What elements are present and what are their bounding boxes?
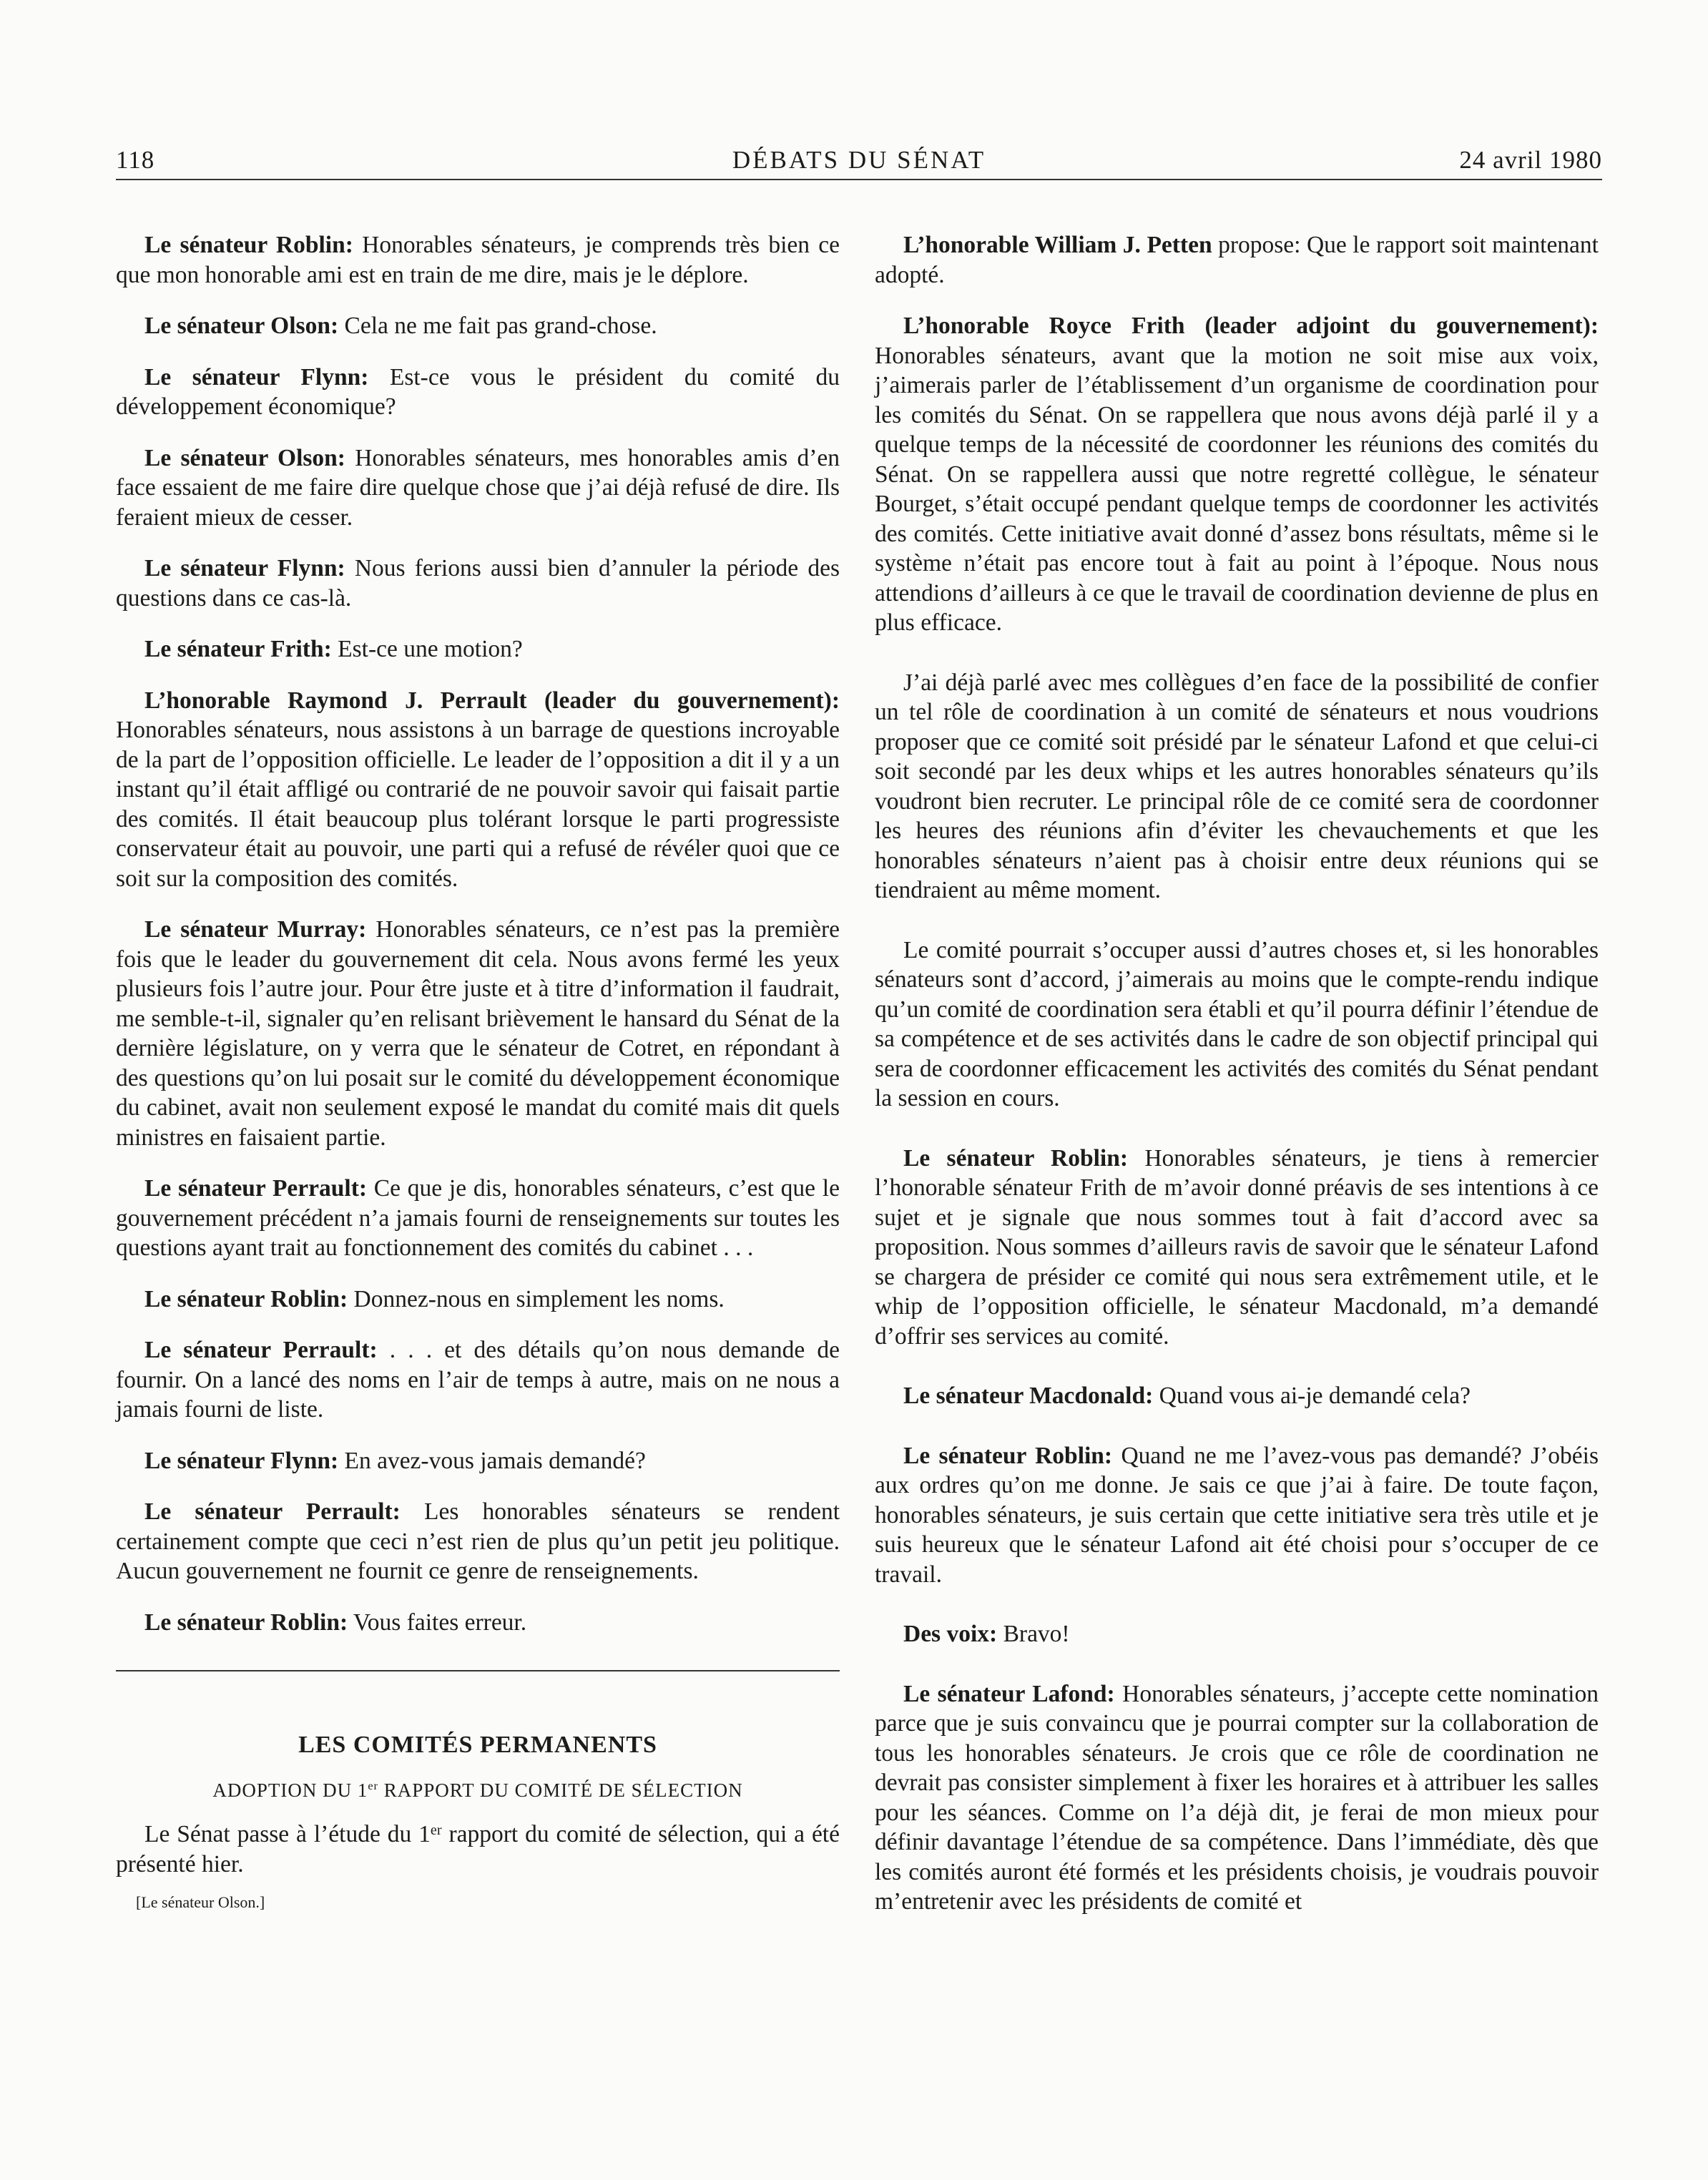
- speaker-name: Des voix:: [903, 1621, 998, 1647]
- paragraph-text: Quand ne me l’avez-vous pas demandé? J’obéis aux ordres qu’on me donne. Je sais ce que j’ai à faire. De toute façon, honorables sénateurs, je suis certain que cette initiative sera très utile et je suis heureux que le sénateur Lafond ait été choisi pour s’occuper de ce travail.: [875, 1442, 1599, 1588]
- speaker-name: Le sénateur Perrault:: [144, 1175, 368, 1202]
- paragraph: [116, 230, 840, 290]
- right-column: [875, 230, 1599, 1938]
- paragraph: [116, 1174, 840, 1263]
- section-paragraph-superscript: er: [430, 1822, 442, 1838]
- left-column: [116, 230, 840, 1918]
- paragraph-text: Est-ce une motion?: [331, 636, 523, 662]
- paragraph-text: Le comité pourrait s’occuper aussi d’autres choses et, si les honorables sénateurs sont d’accord, j’aimerais au moins que le compte-rendu indique qu’un comité de coordination sera établi et qu’il pourra définir l’étendue de sa compétence et de ses activités dans le cadre de son objectif principal qui sera de coordonner efficacement les activités des comités du Sénat pendant la session en cours.: [875, 936, 1599, 1111]
- paragraph-text: Honorables sénateurs, je tiens à remercier l’honorable sénateur Frith de m’avoir donné préavis de ses intentions à ce sujet et je signale que nous sommes tout à fait d’accord avec sa proposition. Nous sommes d’ailleurs ravis de savoir que le sénateur Lafond se chargera de présider ce comité qui nous sera extrêmement utile, et le whip de l’opposition officielle, le sénateur Macdonald, m’a demandé d’offrir ses services au comité.: [875, 1144, 1599, 1350]
- left-paragraphs: [116, 230, 840, 1637]
- speaker-name: Le sénateur Roblin:: [144, 1285, 348, 1312]
- paragraph: [116, 363, 840, 422]
- paragraph: [875, 1619, 1599, 1649]
- paragraph-text: Honorables sénateurs, mes honorables amis d’en face essaient de me faire dire quelque chose que j’ai déjà refusé de dire. Ils feraient mieux de cesser.: [116, 444, 840, 531]
- section-paragraph: [116, 1820, 840, 1879]
- paragraph-text: Honorables sénateurs, ce n’est pas la première fois que le leader du gouvernement dit cela. Nous avons fermé les yeux plusieurs fois l’autre jour. Pour être juste et à titre d’information il faudrait, me semble-t-il, signaler qu’en relisant brièvement le hansard du Sénat de la dernière législature, on y verra que le sénateur de Cotret, en répondant à des questions qu’on lui posait sur le comité du développement économique du cabinet, avait non seulement exposé le mandat du comité mais dit quels ministres en faisaient partie.: [116, 916, 840, 1151]
- paragraph: [116, 634, 840, 664]
- paragraph: [116, 1335, 840, 1425]
- speaker-name: Le sénateur Roblin:: [144, 232, 353, 258]
- subtitle-text-rest: RAPPORT DU COMITÉ DE SÉLECTION: [378, 1779, 743, 1801]
- section-title: LES COMITÉS PERMANENTS: [298, 1732, 657, 1758]
- paragraph: [116, 1285, 840, 1315]
- paragraph-text: Honorables sénateurs, avant que la motion ne soit mise aux voix, j’aimerais parler de l’établissement d’un organisme de coordination pour les comités du Sénat. On se rappellera que nous avons déjà parlé il y a quelque temps de la nécessité de coordonner les réunions des comités du Sénat. On se rappellera aussi que notre regretté collègue, le sénateur Bourget, s’était occupé pendant quelque temps de coordonner les activités des comités. Cette initiative avait donné d’assez bons résultats, même si le système n’était pas encore tout à fait au point à l’époque. Nous nous attendions d’ailleurs à ce que le travail de coordination devienne de plus en plus efficace.: [875, 342, 1599, 636]
- paragraph-text: Nous ferions aussi bien d’annuler la période des questions dans ce cas-là.: [116, 555, 840, 612]
- paragraph: [875, 1679, 1599, 1917]
- speaker-name: L’honorable Raymond J. Perrault (leader du gouvernement):: [144, 687, 840, 714]
- paragraph-text: Les honorables sénateurs se rendent certainement compte que ceci n’est rien de plus qu’un petit jeu politique. Aucun gouvernement ne fournit ce genre de renseignements.: [116, 1498, 840, 1584]
- paragraph-text: En avez-vous jamais demandé?: [338, 1447, 646, 1474]
- paragraph-text: Donnez-nous en simplement les noms.: [348, 1285, 725, 1312]
- paragraph: [875, 311, 1599, 638]
- section-paragraph-text-rest: rapport du comité de sélection, qui a été présenté hier.: [116, 1821, 840, 1877]
- paragraph-text: Honorables sénateurs, je comprends très bien ce que mon honorable ami est en train de me dire, mais je le déplore.: [116, 232, 840, 288]
- section-subtitle: [116, 1776, 840, 1806]
- paragraph: [875, 1441, 1599, 1590]
- paragraph: [116, 1497, 840, 1586]
- paragraph-text: Ce que je dis, honorables sénateurs, c’est que le gouvernement précédent n’a jamais fourni de renseignements sur toutes les questions ayant trait au fonctionnement des comités du cabinet . . .: [116, 1175, 840, 1261]
- paragraph-text: Est-ce vous le président du comité du développement économique?: [116, 363, 840, 420]
- paragraph: [116, 1446, 840, 1476]
- right-paragraphs: [875, 230, 1599, 1917]
- speaker-name: L’honorable William J. Petten: [903, 232, 1212, 258]
- speaker-note: [Le sénateur Olson.]: [136, 1893, 265, 1911]
- paragraph-text: Bravo!: [997, 1621, 1070, 1647]
- speaker-name: Le sénateur Flynn:: [144, 555, 345, 581]
- speaker-name: Le sénateur Perrault:: [144, 1498, 401, 1525]
- paragraph-text: . . . et des détails qu’on nous demande de fournir. On a lancé des noms en l’air de temps à autre, mais on ne nous a jamais fourni de liste.: [116, 1337, 840, 1423]
- subtitle-text: ADOPTION DU 1: [212, 1779, 368, 1801]
- page-number: 118: [116, 146, 155, 174]
- paragraph: [116, 686, 840, 894]
- paragraph-text: Honorables sénateurs, nous assistons à un barrage de questions incroyable de la part de l’opposition officielle. Le leader de l’opposition a dit il y a un instant qu’il était affligé ou contrarié de ne pouvoir savoir qui faisait partie des comités. Il était beaucoup plus tolérant lorsque le parti progressiste conservateur était au pouvoir, une parti qui a refusé de révéler quoi que ce soit sur la composition des comités.: [116, 717, 840, 892]
- paragraph-text: Cela ne me fait pas grand-chose.: [338, 313, 657, 339]
- paragraph: [116, 443, 840, 533]
- paragraph-text: Vous faites erreur.: [348, 1609, 527, 1636]
- paragraph: [875, 936, 1599, 1114]
- page-header: [116, 142, 1602, 180]
- paragraph-text: Quand vous ai-je demandé cela?: [1153, 1383, 1471, 1409]
- paragraph: [116, 1608, 840, 1638]
- paragraph: [116, 554, 840, 613]
- speaker-name: Le sénateur Roblin:: [144, 1609, 348, 1636]
- paragraph: [875, 668, 1599, 905]
- paragraph-text: propose: Que le rapport soit maintenant adopté.: [875, 232, 1599, 288]
- speaker-name: Le sénateur Perrault:: [144, 1337, 378, 1363]
- subtitle-superscript: er: [368, 1779, 378, 1792]
- speaker-name: L’honorable Royce Frith (leader adjoint du gouvernement):: [903, 313, 1599, 339]
- speaker-name: Le sénateur Frith:: [144, 636, 332, 662]
- paragraph-text: Honorables sénateurs, j’accepte cette nomination parce que je suis convaincu que je pourrai compter sur la collaboration de tous les honorables sénateurs. Je crois que ce rôle de coordination ne devrait pas consister simplement à fixer les horaires et à attribuer les salles pour les séances. Comme on l’a déjà dit, je ferai de mon mieux pour définir davantage l’étendue de sa compétence. Dans l’immédiate, dès que les comités auront été formés et les présidents choisis, je voudrais pouvoir m’entretenir avec les présidents de comité et: [875, 1680, 1599, 1915]
- section-paragraph-text: Le Sénat passe à l’étude du 1: [144, 1821, 431, 1847]
- paragraph: [875, 230, 1599, 290]
- section-divider: [116, 1670, 840, 1671]
- speaker-name: Le sénateur Roblin:: [903, 1442, 1113, 1469]
- speaker-name: Le sénateur Roblin:: [903, 1144, 1129, 1172]
- publication-title: DÉBATS DU SÉNAT: [732, 146, 986, 174]
- speaker-name: Le sénateur Murray:: [144, 916, 367, 943]
- paragraph: [116, 915, 840, 1152]
- speaker-name: Le sénateur Olson:: [144, 313, 339, 339]
- paragraph: [875, 1381, 1599, 1411]
- paragraph: [875, 1144, 1599, 1352]
- speaker-name: Le sénateur Macdonald:: [903, 1383, 1154, 1409]
- page-date: 24 avril 1980: [1459, 146, 1602, 174]
- speaker-name: Le sénateur Flynn:: [144, 1447, 339, 1474]
- paragraph: [116, 311, 840, 341]
- speaker-name: Le sénateur Lafond:: [903, 1680, 1115, 1707]
- speaker-name: Le sénateur Olson:: [144, 444, 345, 471]
- speaker-name: Le sénateur Flynn:: [144, 363, 369, 391]
- paragraph-text: J’ai déjà parlé avec mes collègues d’en face de la possibilité de confier un tel rôle de coordination à un comité de sénateurs et nous voudrions proposer que ce comité soit présidé par le sénateur Lafond et que celui-ci soit secondé par les deux whips et les autres honorables sénateurs qu’ils voudront bien recruter. Le principal rôle de ce comité sera de coordonner les heures des réunions afin d’éviter les chevauchements et que les honorables sénateurs n’aient pas à choisir entre deux réunions qui se tiendraient au même moment.: [875, 669, 1599, 903]
